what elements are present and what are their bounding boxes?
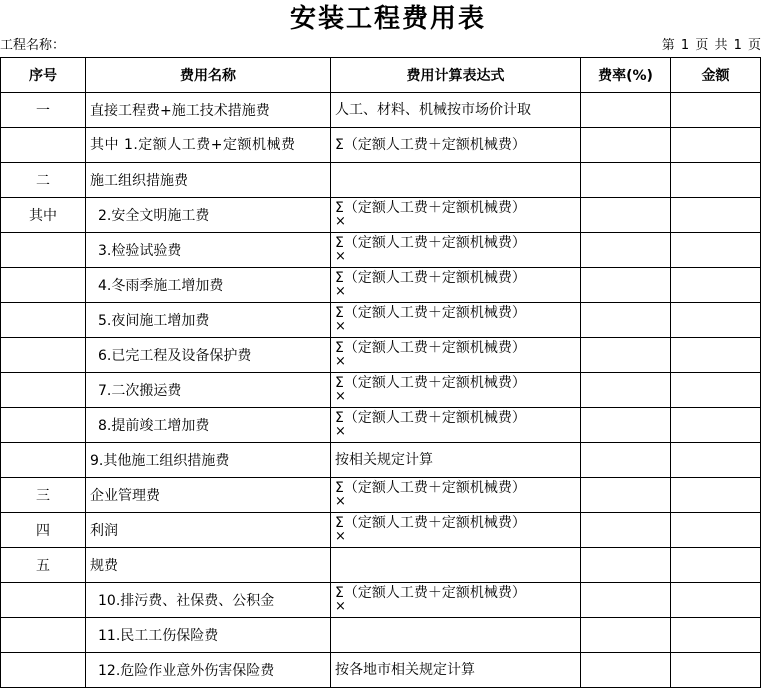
row-index (1, 653, 86, 688)
row-cost-name: 12.危险作业意外伤害保险费 (86, 653, 331, 688)
formula-text: Σ（定额人工费＋定额机械费） (335, 234, 526, 251)
row-index (1, 303, 86, 338)
row-formula (331, 408, 581, 443)
table-header-row (1, 58, 761, 93)
formula-text: 人工、材料、机械按市场价计取 (335, 102, 531, 118)
table-row (1, 93, 761, 128)
formula-text: Σ（定额人工费＋定额机械费） (335, 374, 526, 391)
row-cost-name: 规费 (86, 548, 331, 583)
row-cost-name: 施工组织措施费 (86, 163, 331, 198)
row-formula (331, 338, 581, 373)
header-cost-name: 费用名称 (86, 58, 331, 93)
row-formula (331, 443, 581, 478)
formula-text: Σ（定额人工费＋定额机械费） (335, 584, 526, 601)
row-amount (671, 443, 761, 478)
table-row (1, 653, 761, 688)
row-rate (581, 303, 671, 338)
row-index: 四 (1, 513, 86, 548)
formula-text: Σ（定额人工费＋定额机械费） (335, 409, 526, 426)
row-rate (581, 478, 671, 513)
header-index: 序号 (1, 58, 86, 93)
table-row (1, 128, 761, 163)
row-formula (331, 583, 581, 618)
formula-text: Σ（定额人工费＋定额机械费） (335, 199, 526, 216)
row-amount (671, 618, 761, 653)
formula-text: 按各地市相关规定计算 (335, 662, 475, 678)
row-rate (581, 163, 671, 198)
row-cost-name: 企业管理费 (86, 478, 331, 513)
row-formula (331, 513, 581, 548)
row-cost-name: 6.已完工程及设备保护费 (86, 338, 331, 373)
row-rate (581, 93, 671, 128)
project-name-label: 工程名称： (0, 38, 66, 53)
row-index (1, 128, 86, 163)
row-rate (581, 268, 671, 303)
formula-multiply-sign: × (335, 598, 346, 614)
header-formula: 费用计算表达式 (331, 58, 581, 93)
row-cost-name: 3.检验试验费 (86, 233, 331, 268)
row-cost-name: 利润 (86, 513, 331, 548)
row-index: 五 (1, 548, 86, 583)
formula-multiply-sign: × (335, 423, 346, 439)
row-cost-name: 直接工程费+施工技术措施费 (86, 93, 331, 128)
page-info: 第 1 页 共 1 页 (661, 38, 762, 53)
row-index (1, 373, 86, 408)
row-index: 一 (1, 93, 86, 128)
table-row (1, 618, 761, 653)
formula-multiply-sign: × (335, 493, 346, 509)
row-index (1, 233, 86, 268)
row-index (1, 338, 86, 373)
row-amount (671, 653, 761, 688)
formula-multiply-sign: × (335, 528, 346, 544)
row-formula (331, 303, 581, 338)
formula-text: Σ（定额人工费＋定额机械费） (335, 269, 526, 286)
row-index (1, 618, 86, 653)
row-cost-name: 5.夜间施工增加费 (86, 303, 331, 338)
row-index (1, 443, 86, 478)
row-amount (671, 233, 761, 268)
table-row (1, 513, 761, 548)
row-formula (331, 198, 581, 233)
row-formula (331, 548, 581, 583)
table-row (1, 478, 761, 513)
row-index (1, 268, 86, 303)
header-rate: 费率(%) (581, 58, 671, 93)
row-cost-name: 9.其他施工组织措施费 (86, 443, 331, 478)
row-amount (671, 548, 761, 583)
formula-text: Σ（定额人工费＋定额机械费） (335, 137, 526, 153)
row-amount (671, 163, 761, 198)
formula-multiply-sign: × (335, 283, 346, 299)
header-amount: 金额 (671, 58, 761, 93)
row-index: 二 (1, 163, 86, 198)
row-rate (581, 408, 671, 443)
table-row (1, 303, 761, 338)
row-rate (581, 373, 671, 408)
row-amount (671, 513, 761, 548)
row-amount (671, 198, 761, 233)
row-cost-name: 7.二次搬运费 (86, 373, 331, 408)
row-formula (331, 618, 581, 653)
row-amount (671, 268, 761, 303)
table-row (1, 233, 761, 268)
row-amount (671, 408, 761, 443)
row-cost-name: 8.提前竣工增加费 (86, 408, 331, 443)
row-amount (671, 128, 761, 163)
row-formula (331, 653, 581, 688)
row-amount (671, 338, 761, 373)
table-row (1, 583, 761, 618)
table-row (1, 373, 761, 408)
row-cost-name: 其中 1.定额人工费+定额机械费 (86, 128, 331, 163)
formula-text: Σ（定额人工费＋定额机械费） (335, 304, 526, 321)
table-body (1, 93, 761, 688)
row-rate (581, 583, 671, 618)
row-rate (581, 548, 671, 583)
row-index: 其中 (1, 198, 86, 233)
formula-text: Σ（定额人工费＋定额机械费） (335, 339, 526, 356)
formula-multiply-sign: × (335, 353, 346, 369)
row-cost-name: 10.排污费、社保费、公积金 (86, 583, 331, 618)
row-formula (331, 93, 581, 128)
cost-table (0, 57, 761, 688)
row-rate (581, 233, 671, 268)
formula-text: Σ（定额人工费＋定额机械费） (335, 514, 526, 531)
table-row (1, 548, 761, 583)
document-title: 安装工程费用表 (289, 4, 486, 34)
row-formula (331, 163, 581, 198)
row-rate (581, 128, 671, 163)
row-amount (671, 93, 761, 128)
table-row (1, 408, 761, 443)
table-row (1, 198, 761, 233)
row-amount (671, 373, 761, 408)
formula-multiply-sign: × (335, 248, 346, 264)
table-row (1, 443, 761, 478)
row-rate (581, 443, 671, 478)
row-cost-name: 2.安全文明施工费 (86, 198, 331, 233)
row-amount (671, 583, 761, 618)
row-cost-name: 4.冬雨季施工增加费 (86, 268, 331, 303)
row-index: 三 (1, 478, 86, 513)
row-rate (581, 618, 671, 653)
row-rate (581, 513, 671, 548)
row-cost-name: 11.民工工伤保险费 (86, 618, 331, 653)
row-amount (671, 303, 761, 338)
table-row (1, 338, 761, 373)
row-index (1, 408, 86, 443)
formula-text: 按相关规定计算 (335, 452, 433, 468)
row-formula (331, 373, 581, 408)
row-formula (331, 268, 581, 303)
row-index (1, 583, 86, 618)
formula-multiply-sign: × (335, 318, 346, 334)
row-rate (581, 198, 671, 233)
formula-multiply-sign: × (335, 213, 346, 229)
row-amount (671, 478, 761, 513)
formula-multiply-sign: × (335, 388, 346, 404)
formula-text: Σ（定额人工费＋定额机械费） (335, 479, 526, 496)
row-formula (331, 128, 581, 163)
row-formula (331, 478, 581, 513)
table-row (1, 268, 761, 303)
row-formula (331, 233, 581, 268)
row-rate (581, 653, 671, 688)
row-rate (581, 338, 671, 373)
table-row (1, 163, 761, 198)
